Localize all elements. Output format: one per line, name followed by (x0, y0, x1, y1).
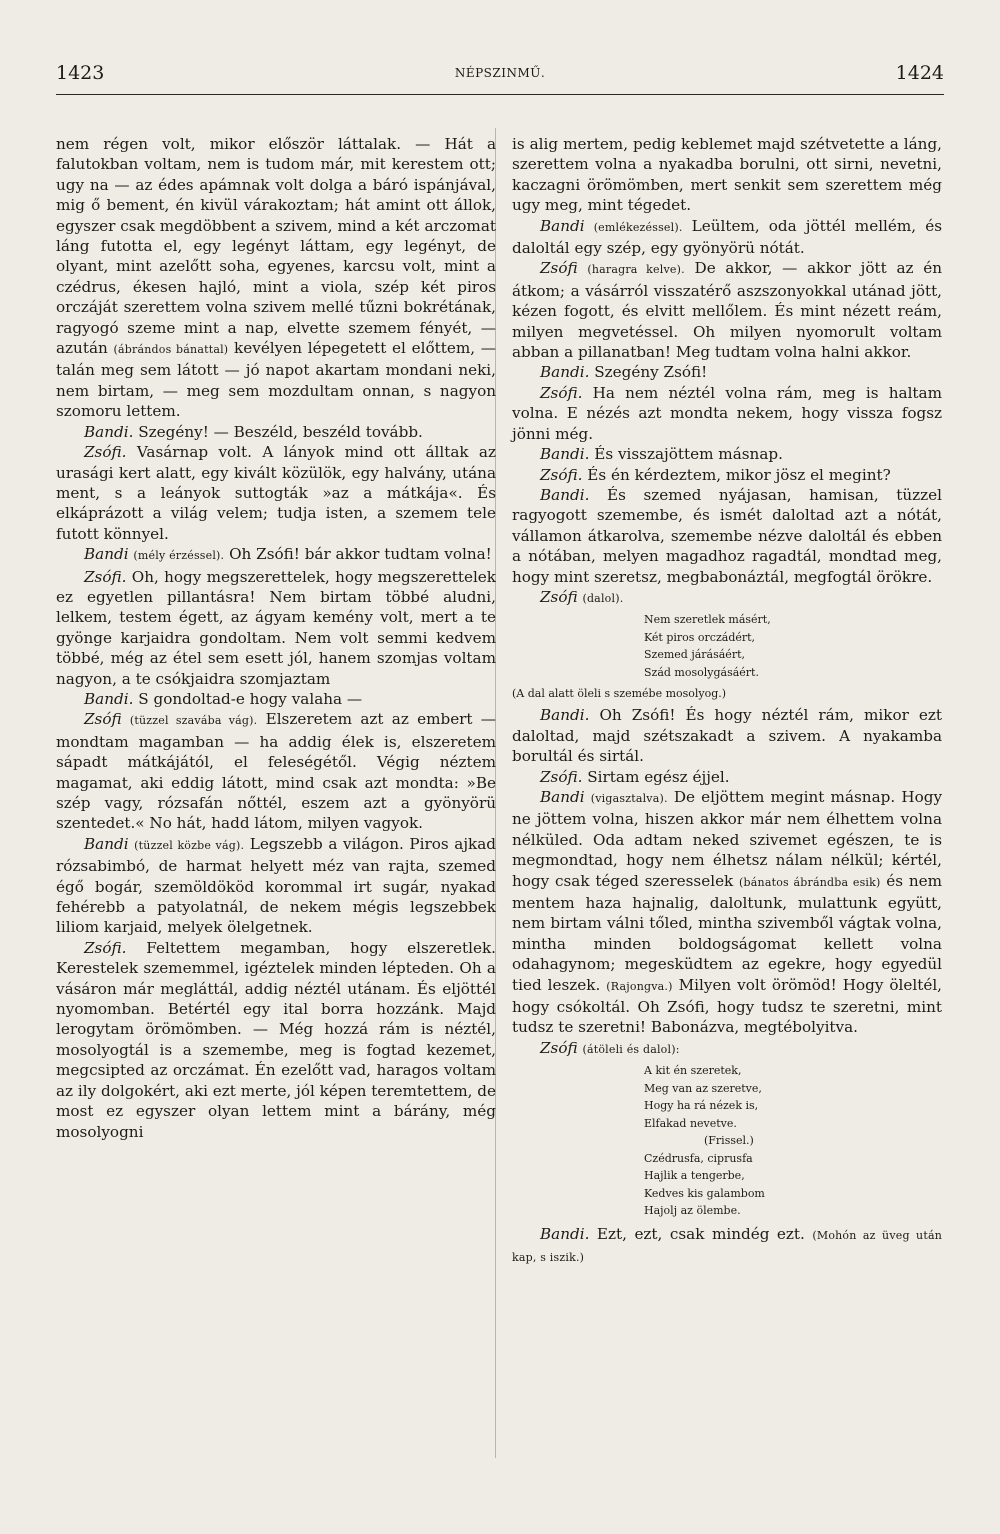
speaker: Zsófi. (84, 567, 127, 586)
song-line: Elfakad nevetve. (644, 1116, 737, 1130)
paragraph: Bandi (mély érzéssel). Oh Zsófi! bár akkor tudtam volna! (84, 545, 492, 564)
stage-direction: (A dal alatt öleli s szemébe mosolyog.) (512, 687, 727, 701)
speaker: Zsófi (540, 1038, 578, 1057)
song-line: Czédrusfa, ciprusfa (644, 1151, 753, 1165)
paragraph: Bandi (emlékezéssel). Leültem, oda jöttél mellém, és daloltál egy szép, egy gyönyörü nótát. (512, 216, 943, 258)
right-column (512, 134, 942, 1269)
speaker: Bandi. (84, 422, 134, 441)
song-verse (644, 611, 942, 681)
speaker: Zsófi. (540, 465, 583, 484)
speaker: Bandi (84, 545, 129, 564)
song-line: Két piros orczádért, (644, 630, 756, 644)
speaker: Bandi (540, 787, 585, 806)
speaker: Bandi. (540, 363, 590, 382)
left-column (56, 134, 496, 1142)
speaker: Bandi (540, 216, 585, 235)
paragraph: Bandi. Szegény! — Beszéld, beszéld tovább. (84, 422, 423, 441)
speaker: Bandi. (540, 485, 590, 504)
speaker: Zsófi (540, 587, 578, 606)
paragraph: Bandi. És szemed nyájasan, hamisan, tüzzel ragyogott szemembe, és ismét daloltad azt a nótát, vállamon átkarolva, szemembe nézve daloltál és ebben a nótában, melyen magadhoz ragadtál, mondtad meg, hogy mint szeretsz, megbabonáztál, megfogtál örökre. (512, 485, 942, 586)
right-page-number: 1424 (895, 62, 944, 84)
paragraph: Bandi. Szegény Zsófi! (540, 363, 708, 382)
paragraph: Bandi. És visszajöttem másnap. (540, 445, 783, 464)
running-title: NÉPSZINMŰ. (454, 66, 546, 80)
speaker: Bandi. (540, 706, 590, 725)
speaker: Zsófi. (540, 767, 583, 786)
header-rule (56, 94, 944, 95)
song-line: Hogy ha rá nézek is, (644, 1099, 759, 1113)
song-verse (644, 1062, 942, 1220)
song-line: Hajolj az ölembe. (644, 1204, 741, 1218)
speaker: Zsófi (540, 259, 578, 278)
paragraph: Zsófi (tüzzel szavába vág). Elszeretem azt az embert — mondtam magamban — ha addig élek is, elszeretem sápadt mátkájától, el feleségétől. Végig néztem magamat, aki eddig látott, mind csak azt mondta: »Be szép vagy, rózsafán nőttél, eszem azt a gyönyörü szentedet.« No hát, hadd látom, milyen vagyok. (56, 710, 496, 833)
song-line: Meg van az szeretve, (644, 1081, 762, 1095)
speaker: Bandi. (84, 689, 134, 708)
speaker: Bandi. (540, 1224, 590, 1243)
paragraph: Bandi. S gondoltad-e hogy valaha — (84, 689, 363, 708)
speaker: Bandi (84, 834, 129, 853)
speaker: Zsófi (84, 710, 122, 729)
paragraph: Zsófi. És én kérdeztem, mikor jösz el megint? (540, 465, 891, 484)
paragraph: Bandi. Ezt, ezt, csak mindég ezt. (Mohón az üveg után kap, s iszik.) (512, 1224, 943, 1265)
speaker: Zsófi. (84, 443, 127, 462)
paragraph: Zsófi (haragra kelve). De akkor, — akkor jött az én átkom; a vásárról visszatérő aszszonyokkal utánad jött, kézen fogott, és elvitt mellőlem. És mint nézett reám, milyen megvetéssel. Oh milyen nyomorult voltam abban a pillanatban! Meg tudtam volna halni akkor. (512, 259, 943, 362)
song-line: Kedves kis galambom (644, 1186, 765, 1200)
running-header (56, 62, 944, 86)
speaker: Bandi. (540, 445, 590, 464)
song-line: A kit én szeretek, (644, 1064, 742, 1078)
paragraph: Zsófi. Oh, hogy megszerettelek, hogy megszerettelek ez egyetlen pillantásra! Nem birtam többé aludni, lelkem, testem égett, az ágyam kemény volt, mert a te gyönge karjaidra gondoltam. Nem volt semmi kedvem többé, még az étel sem esett jól, hanem szomjas voltam nagyon, a te csókjaidra szomjaztam (56, 567, 496, 688)
paragraph: Zsófi. Vasárnap volt. A lányok mind ott álltak az urasági kert alatt, egy kivált közülök, egy halvány, utána ment, s a leányok suttogták »az a mátkája«. És elkáprázott a világ velem; tudja isten, a szemem tele futott könnyel. (56, 443, 496, 543)
song-line: Szád mosolygásáért. (644, 665, 759, 679)
song-line: Nem szeretlek másért, (644, 613, 771, 627)
paragraph: Zsófi (átöleli és dalol): (540, 1038, 680, 1057)
song-line: Szemed járásáért, (644, 648, 745, 662)
paragraph: Zsófi (dalol). (540, 587, 624, 606)
speaker: Zsófi. (84, 938, 127, 957)
left-page-number: 1423 (56, 62, 105, 84)
paragraph: Bandi (vigasztalva). De eljöttem megint másnap. Hogy ne jöttem volna, hiszen akkor már nem élhettem volna nélküled. Oda adtam neked szivemet egészen, te is megmondtad, hogy nem élhetsz nálam nélkül; kértél, hogy csak téged szeresselek (bánatos ábrándba esik) és nem mentem haza hajnalig, daloltunk, mulattunk együtt, nem birtam válni tőled, mintha szivemből vágtak volna, mintha minden boldogságomat kellett volna odahagynom; megesküdtem az egekre, hogy egyedül tied leszek. (Rajongva.) Milyen volt örömöd! Hogy öleltél, hogy csókoltál. Oh Zsófi, hogy tudsz te szeretni, mint tudsz te szeretni! Babonázva, megtébolyitva. (512, 787, 943, 1037)
song-direction: (Frissel.) (704, 1134, 754, 1148)
song-line: Hajlik a tengerbe, (644, 1169, 745, 1183)
paragraph: Bandi (tüzzel közbe vág). Legszebb a világon. Piros ajkad rózsabimbó, de harmat helyett méz van rajta, szemed égő bogár, szemöldököd korommal irt sugár, nyakad fehérebb a patyolatnál, de nekem mégis legszebbek liliom karjaid, melyek ölelgetnek. (56, 834, 497, 937)
paragraph: is alig mertem, pedig keblemet majd szétvetette a láng, szerettem volna a nyakadba borulni, ott sirni, nevetni, kaczagni örömömben, mert senkit sem szerettem még ugy meg, mint tégedet. (512, 135, 942, 215)
speaker: Zsófi. (540, 383, 583, 402)
paragraph: Zsófi. Feltettem megamban, hogy elszeretlek. Kerestelek szememmel, igéztelek minden lépteden. Oh a vásáron már megláttál, addig néztél utánam. És eljöttél nyomomban. Betértél egy ital borra hozzánk. Majd lerogytam örömömben. — Még hozzá rám is néztél, mosolyogtál is a szemembe, meg is fogtad kezemet, megcsipted az orczámat. Én ezelőtt vad, haragos voltam az ily dolgokért, aki ezt merte, jól képen teremtettem, de most ez egyszer olyan lettem mint a bárány, még mosolyogni (56, 938, 497, 1141)
paragraph: Zsófi. Sirtam egész éjjel. (540, 767, 730, 786)
paragraph: Bandi. Oh Zsófi! És hogy néztél rám, mikor ezt daloltad, majd szétszakadt a szivem. A nyakamba borultál és sirtál. (512, 706, 942, 766)
paragraph: nem régen volt, mikor először láttalak. — Hát a falutokban voltam, nem is tudom már, mit kerestem ott; ugy na — az édes apámnak volt dolga a báró ispánjával, mig ő bement, én kivül várakoztam; hát amint ott állok, egyszer csak megdöbbent a szivem, mind a két arczomat láng futotta el, egy legényt láttam, egy legényt, de olyant, mint azelőtt soha, egyenes, karcsu volt, mint a czédrus, ékesen hajló, mint a viola, szép két piros orczáját szerettem volna szivem mellé tűzni bokrétának, ragyogó szeme mint a nap, elvette szemem fényét, — azután (ábrándos bánattal) kevélyen lépegetett el előttem, — talán meg sem látott — jó napot akartam mondani neki, nem birtam, — meg sem mozdultam onnan, s nagyon szomoru lettem. (56, 135, 496, 421)
paragraph: Zsófi. Ha nem néztél volna rám, meg is haltam volna. E nézés azt mondta nekem, hogy vissza fogsz jönni még. (512, 383, 942, 443)
